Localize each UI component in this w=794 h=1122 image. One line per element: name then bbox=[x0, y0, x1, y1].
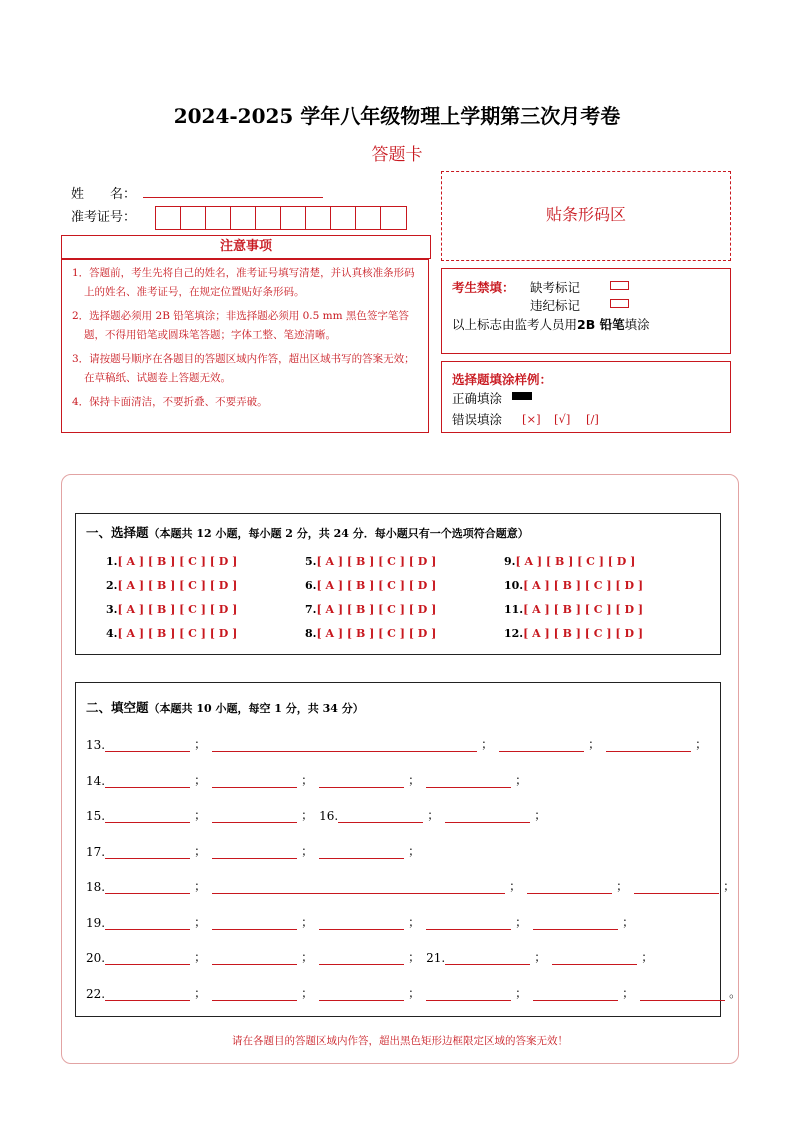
question-number: 7. bbox=[305, 603, 317, 616]
fill-blank-row bbox=[86, 877, 741, 894]
separator: ； bbox=[427, 808, 440, 822]
choice-options[interactable]: [ A ] [ B ] [ C ] [ D ] bbox=[523, 627, 644, 640]
answer-blank[interactable] bbox=[319, 988, 404, 1001]
page-title: 2024-2025 学年八年级物理上学期第三次月考卷 bbox=[173, 104, 621, 128]
answer-blank[interactable] bbox=[105, 952, 190, 965]
separator: ； bbox=[408, 772, 421, 787]
separator: ； bbox=[301, 950, 314, 964]
choice-question[interactable] bbox=[504, 555, 635, 568]
question-number: 5. bbox=[305, 555, 317, 568]
question-number: 4. bbox=[106, 627, 118, 640]
choice-question[interactable] bbox=[305, 579, 436, 592]
answer-blank[interactable] bbox=[338, 810, 423, 823]
correct-fill-label: 正确填涂 bbox=[452, 391, 503, 406]
fill-blank-row bbox=[86, 842, 426, 859]
forbidden-note-post: 填涂 bbox=[624, 317, 650, 332]
answer-blank[interactable] bbox=[634, 881, 719, 894]
answer-blank[interactable] bbox=[105, 846, 190, 859]
question-number: 1. bbox=[106, 555, 118, 568]
separator: ； bbox=[408, 985, 421, 1000]
question-number: 11. bbox=[504, 603, 524, 616]
answer-blank[interactable] bbox=[212, 775, 297, 788]
choice-question[interactable] bbox=[305, 555, 436, 568]
answer-blank[interactable] bbox=[319, 952, 404, 965]
answer-blank[interactable] bbox=[212, 846, 297, 859]
answer-blank[interactable] bbox=[426, 988, 511, 1001]
choice-options[interactable]: [ A ] [ B ] [ C ] [ D ] bbox=[117, 627, 238, 640]
notice-box bbox=[61, 259, 429, 433]
fill-blank-section bbox=[75, 682, 742, 1017]
answer-blank[interactable] bbox=[319, 917, 404, 930]
separator: ； bbox=[408, 914, 421, 929]
forbidden-label: 考生禁填： bbox=[452, 280, 515, 295]
wrong-fill-label: 错误填涂 bbox=[452, 412, 503, 427]
absent-mark-box[interactable] bbox=[610, 281, 629, 290]
correct-fill-sample bbox=[512, 392, 532, 400]
separator: ； bbox=[194, 808, 207, 822]
answer-blank[interactable] bbox=[426, 775, 511, 788]
separator: ； bbox=[534, 950, 547, 964]
answer-blank[interactable] bbox=[533, 988, 618, 1001]
question-number: 10. bbox=[504, 579, 524, 592]
absent-mark-label: 缺考标记 bbox=[530, 280, 581, 295]
name-label: 姓 名： bbox=[71, 187, 137, 202]
fill-blank-row bbox=[86, 913, 640, 930]
question-number: 16. bbox=[319, 809, 339, 823]
separator: ； bbox=[301, 843, 314, 858]
section1-emphasis: 只有一个 bbox=[407, 527, 452, 540]
separator: ； bbox=[616, 879, 629, 893]
question-number: 12. bbox=[504, 627, 524, 640]
separator: ； bbox=[622, 985, 635, 1000]
answer-blank[interactable] bbox=[527, 881, 612, 894]
question-number: 9. bbox=[504, 555, 516, 568]
fill-sample-box bbox=[441, 361, 731, 433]
answer-blank[interactable] bbox=[319, 775, 404, 788]
examiner-mark-box bbox=[441, 268, 731, 354]
choice-question[interactable] bbox=[106, 627, 237, 640]
answer-blank[interactable] bbox=[105, 810, 190, 823]
section2-detail: （本题共 10 小题，每空 1 分，共 34 分） bbox=[148, 702, 364, 715]
answer-blank[interactable] bbox=[445, 810, 530, 823]
separator: ； bbox=[622, 914, 635, 929]
fill-blank-row bbox=[86, 984, 747, 1001]
answer-blank[interactable] bbox=[105, 881, 190, 894]
question-number: 8. bbox=[305, 627, 317, 640]
separator: ； bbox=[194, 950, 207, 964]
separator: ； bbox=[515, 985, 528, 1000]
answer-blank[interactable] bbox=[552, 952, 637, 965]
answer-blank[interactable] bbox=[212, 952, 297, 965]
answer-blank[interactable] bbox=[640, 988, 725, 1001]
multiple-choice-section bbox=[75, 513, 721, 655]
question-number: 2. bbox=[106, 579, 118, 592]
wrong-fill-sample: [×] bbox=[522, 412, 541, 426]
choice-options[interactable]: [ A ] [ B ] [ C ] [ D ] bbox=[316, 627, 437, 640]
answer-blank[interactable] bbox=[212, 810, 297, 823]
choice-options[interactable]: [ A ] [ B ] [ C ] [ D ] bbox=[523, 603, 644, 616]
separator: 。 bbox=[729, 985, 742, 1000]
question-number: 14. bbox=[86, 773, 106, 788]
section1-heading: 一、选择题 bbox=[86, 525, 149, 540]
separator: ； bbox=[534, 808, 547, 822]
answer-blank[interactable] bbox=[105, 988, 190, 1001]
separator: ； bbox=[301, 808, 314, 822]
separator: ； bbox=[194, 985, 207, 1000]
choice-options[interactable]: [ A ] [ B ] [ C ] [ D ] bbox=[316, 579, 437, 592]
answer-blank[interactable] bbox=[606, 739, 691, 752]
choice-options[interactable]: [ A ] [ B ] [ C ] [ D ] bbox=[316, 603, 437, 616]
separator: ； bbox=[515, 772, 528, 787]
choice-options[interactable]: [ A ] [ B ] [ C ] [ D ] bbox=[117, 603, 238, 616]
answer-blank[interactable] bbox=[212, 739, 477, 752]
answer-blank[interactable] bbox=[105, 739, 190, 752]
answer-blank[interactable] bbox=[445, 952, 530, 965]
notice-item: 2．选择题必须用 2B 铅笔填涂；非选择题必须用 0.5 mm 黑色签字笔答题，不得用铅笔或圆珠笔答题；字体工整、笔迹清晰。 bbox=[72, 310, 409, 341]
separator: ； bbox=[509, 879, 522, 893]
choice-options[interactable]: [ A ] [ B ] [ C ] [ D ] bbox=[523, 579, 644, 592]
choice-question[interactable] bbox=[504, 627, 643, 640]
choice-question[interactable] bbox=[106, 579, 237, 592]
choice-options[interactable]: [ A ] [ B ] [ C ] [ D ] bbox=[316, 555, 437, 568]
separator: ； bbox=[481, 737, 494, 751]
choice-options[interactable]: [ A ] [ B ] [ C ] [ D ] bbox=[117, 579, 238, 592]
footer-note: 请在各题目的答题区域内作答，超出黑色矩形边框限定区域的答案无效！ bbox=[232, 1035, 568, 1047]
separator: ； bbox=[515, 914, 528, 929]
violation-mark-box[interactable] bbox=[610, 299, 629, 308]
violation-mark-label: 违纪标记 bbox=[530, 298, 581, 313]
question-number: 15. bbox=[86, 809, 106, 823]
section1-detail: （本题共 12 小题，每小题 2 分，共 24 分．每小题 bbox=[148, 527, 408, 540]
choice-question[interactable] bbox=[504, 603, 643, 616]
notice-item: 3．请按题号顺序在各题目的答题区域内作答，超出区域书写的答案无效；在草稿纸、试题卷上答题无效。 bbox=[72, 353, 415, 384]
wrong-fill-sample: [√] bbox=[554, 412, 571, 426]
question-number: 20. bbox=[86, 951, 106, 965]
separator: ； bbox=[408, 950, 421, 964]
section2-title bbox=[86, 698, 364, 716]
question-number: 18. bbox=[86, 880, 106, 894]
notice-item: 1．答题前，考生先将自己的姓名，准考证号填写清楚，并认真核准条形码上的姓名、准考证号，在规定位置贴好条形码。 bbox=[72, 267, 415, 298]
section1-title bbox=[86, 523, 529, 541]
separator: ； bbox=[588, 737, 601, 751]
separator: ； bbox=[301, 772, 314, 787]
fill-blank-row bbox=[86, 771, 533, 788]
fill-blank-row bbox=[86, 806, 552, 823]
separator: ； bbox=[194, 843, 207, 858]
question-number: 6. bbox=[305, 579, 317, 592]
answer-blank[interactable] bbox=[319, 846, 404, 859]
fill-blank-row bbox=[86, 948, 659, 965]
fill-blank-row bbox=[86, 735, 713, 752]
barcode-area: 贴条形码区 bbox=[441, 171, 731, 261]
notice-heading: 注意事项 bbox=[61, 235, 431, 259]
page-subtitle: 答题卡 bbox=[371, 145, 423, 165]
choice-question[interactable] bbox=[305, 603, 436, 616]
question-number: 3. bbox=[106, 603, 118, 616]
question-number: 17. bbox=[86, 844, 106, 859]
section1-detail-end: 选项符合题意） bbox=[451, 527, 529, 540]
separator: ； bbox=[194, 914, 207, 929]
answer-blank[interactable] bbox=[499, 739, 584, 752]
answer-blank[interactable] bbox=[212, 881, 505, 894]
forbidden-note-bold: 2B 铅笔 bbox=[577, 317, 625, 332]
answer-blank[interactable] bbox=[105, 775, 190, 788]
id-number-boxes[interactable] bbox=[155, 206, 407, 230]
separator: ； bbox=[695, 737, 708, 751]
choice-question[interactable] bbox=[106, 555, 237, 568]
answer-blank[interactable] bbox=[533, 917, 618, 930]
separator: ； bbox=[641, 950, 654, 964]
forbidden-note bbox=[452, 315, 650, 333]
section2-heading: 二、填空题 bbox=[86, 700, 149, 715]
answer-blank[interactable] bbox=[105, 917, 190, 930]
answer-blank[interactable] bbox=[212, 988, 297, 1001]
forbidden-note-pre: 以上标志由监考人员用 bbox=[452, 317, 578, 332]
choice-question[interactable] bbox=[305, 627, 436, 640]
separator: ； bbox=[301, 914, 314, 929]
choice-options[interactable]: [ A ] [ B ] [ C ] [ D ] bbox=[117, 555, 238, 568]
notice-item: 4．保持卡面清洁，不要折叠、不要弄破。 bbox=[72, 396, 268, 408]
choice-question[interactable] bbox=[106, 603, 237, 616]
separator: ； bbox=[194, 737, 207, 751]
name-field[interactable] bbox=[143, 197, 323, 198]
separator: ； bbox=[194, 772, 207, 787]
choice-question[interactable] bbox=[504, 579, 643, 592]
question-number: 19. bbox=[86, 915, 106, 930]
answer-blank[interactable] bbox=[426, 917, 511, 930]
id-label: 准考证号： bbox=[71, 210, 137, 225]
choice-options[interactable]: [ A ] [ B ] [ C ] [ D ] bbox=[515, 555, 636, 568]
wrong-fill-sample: [/] bbox=[586, 412, 599, 426]
question-number: 22. bbox=[86, 986, 106, 1001]
separator: ； bbox=[723, 879, 736, 893]
answer-blank[interactable] bbox=[212, 917, 297, 930]
question-number: 13. bbox=[86, 738, 106, 752]
separator: ； bbox=[408, 843, 421, 858]
separator: ； bbox=[194, 879, 207, 893]
question-number: 21. bbox=[426, 951, 446, 965]
separator: ； bbox=[301, 985, 314, 1000]
sample-title: 选择题填涂样例： bbox=[452, 372, 553, 387]
